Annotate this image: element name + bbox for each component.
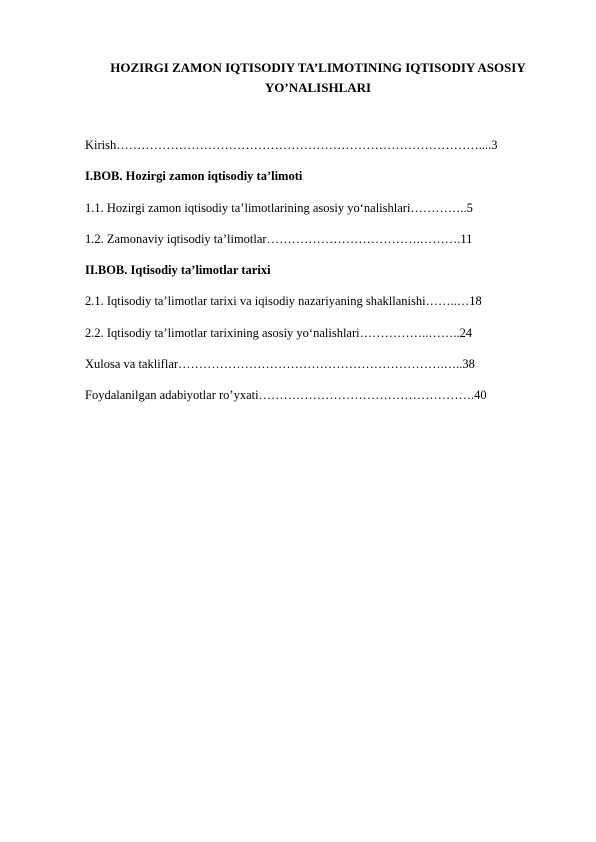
document-title (80, 58, 556, 98)
toc-chapter-1-heading: I.BOB. Hozirgi zamon iqtisodiy ta’limoti (85, 169, 303, 184)
toc-entry-1-1: 1.1. Hozirgi zamon iqtisodiy ta’limotlarining asosiy yo‘nalishlari…………..5 (85, 200, 473, 215)
toc-entry-2-1: 2.1. Iqtisodiy ta’limotlar tarixi va iqisodiy nazariyaning shakllanishi……..…18 (85, 294, 482, 309)
toc-entry-conclusion: Xulosa va takliflar……………………………………………………….…..38 (85, 357, 475, 372)
toc-entry-2-2: 2.2. Iqtisodiy ta’limotlar tarixining asosiy yo‘nalishlari……………..……..24 (85, 325, 473, 340)
toc-entry-introduction: Kirish……………………………………………………………………………....3 (85, 138, 498, 152)
toc-chapter-2-heading: II.BOB. Iqtisodiy ta’limotlar tarixi (85, 263, 271, 278)
document-title-line-2: YO’NALISHLARI (264, 80, 372, 95)
table-of-contents (85, 137, 545, 419)
toc-entry-1-2: 1.2. Zamonaviy iqtisodiy ta’limotlar……………………………….……….11 (85, 231, 473, 246)
document-title-line-1: HOZIRGI ZAMON IQTISODIY TA’LIMOTINING IQTISODIY ASOSIY (110, 60, 526, 75)
toc-entry-references: Foydalanilgan adabiyotlar ro’yxati…………………………………………….40 (85, 388, 487, 403)
